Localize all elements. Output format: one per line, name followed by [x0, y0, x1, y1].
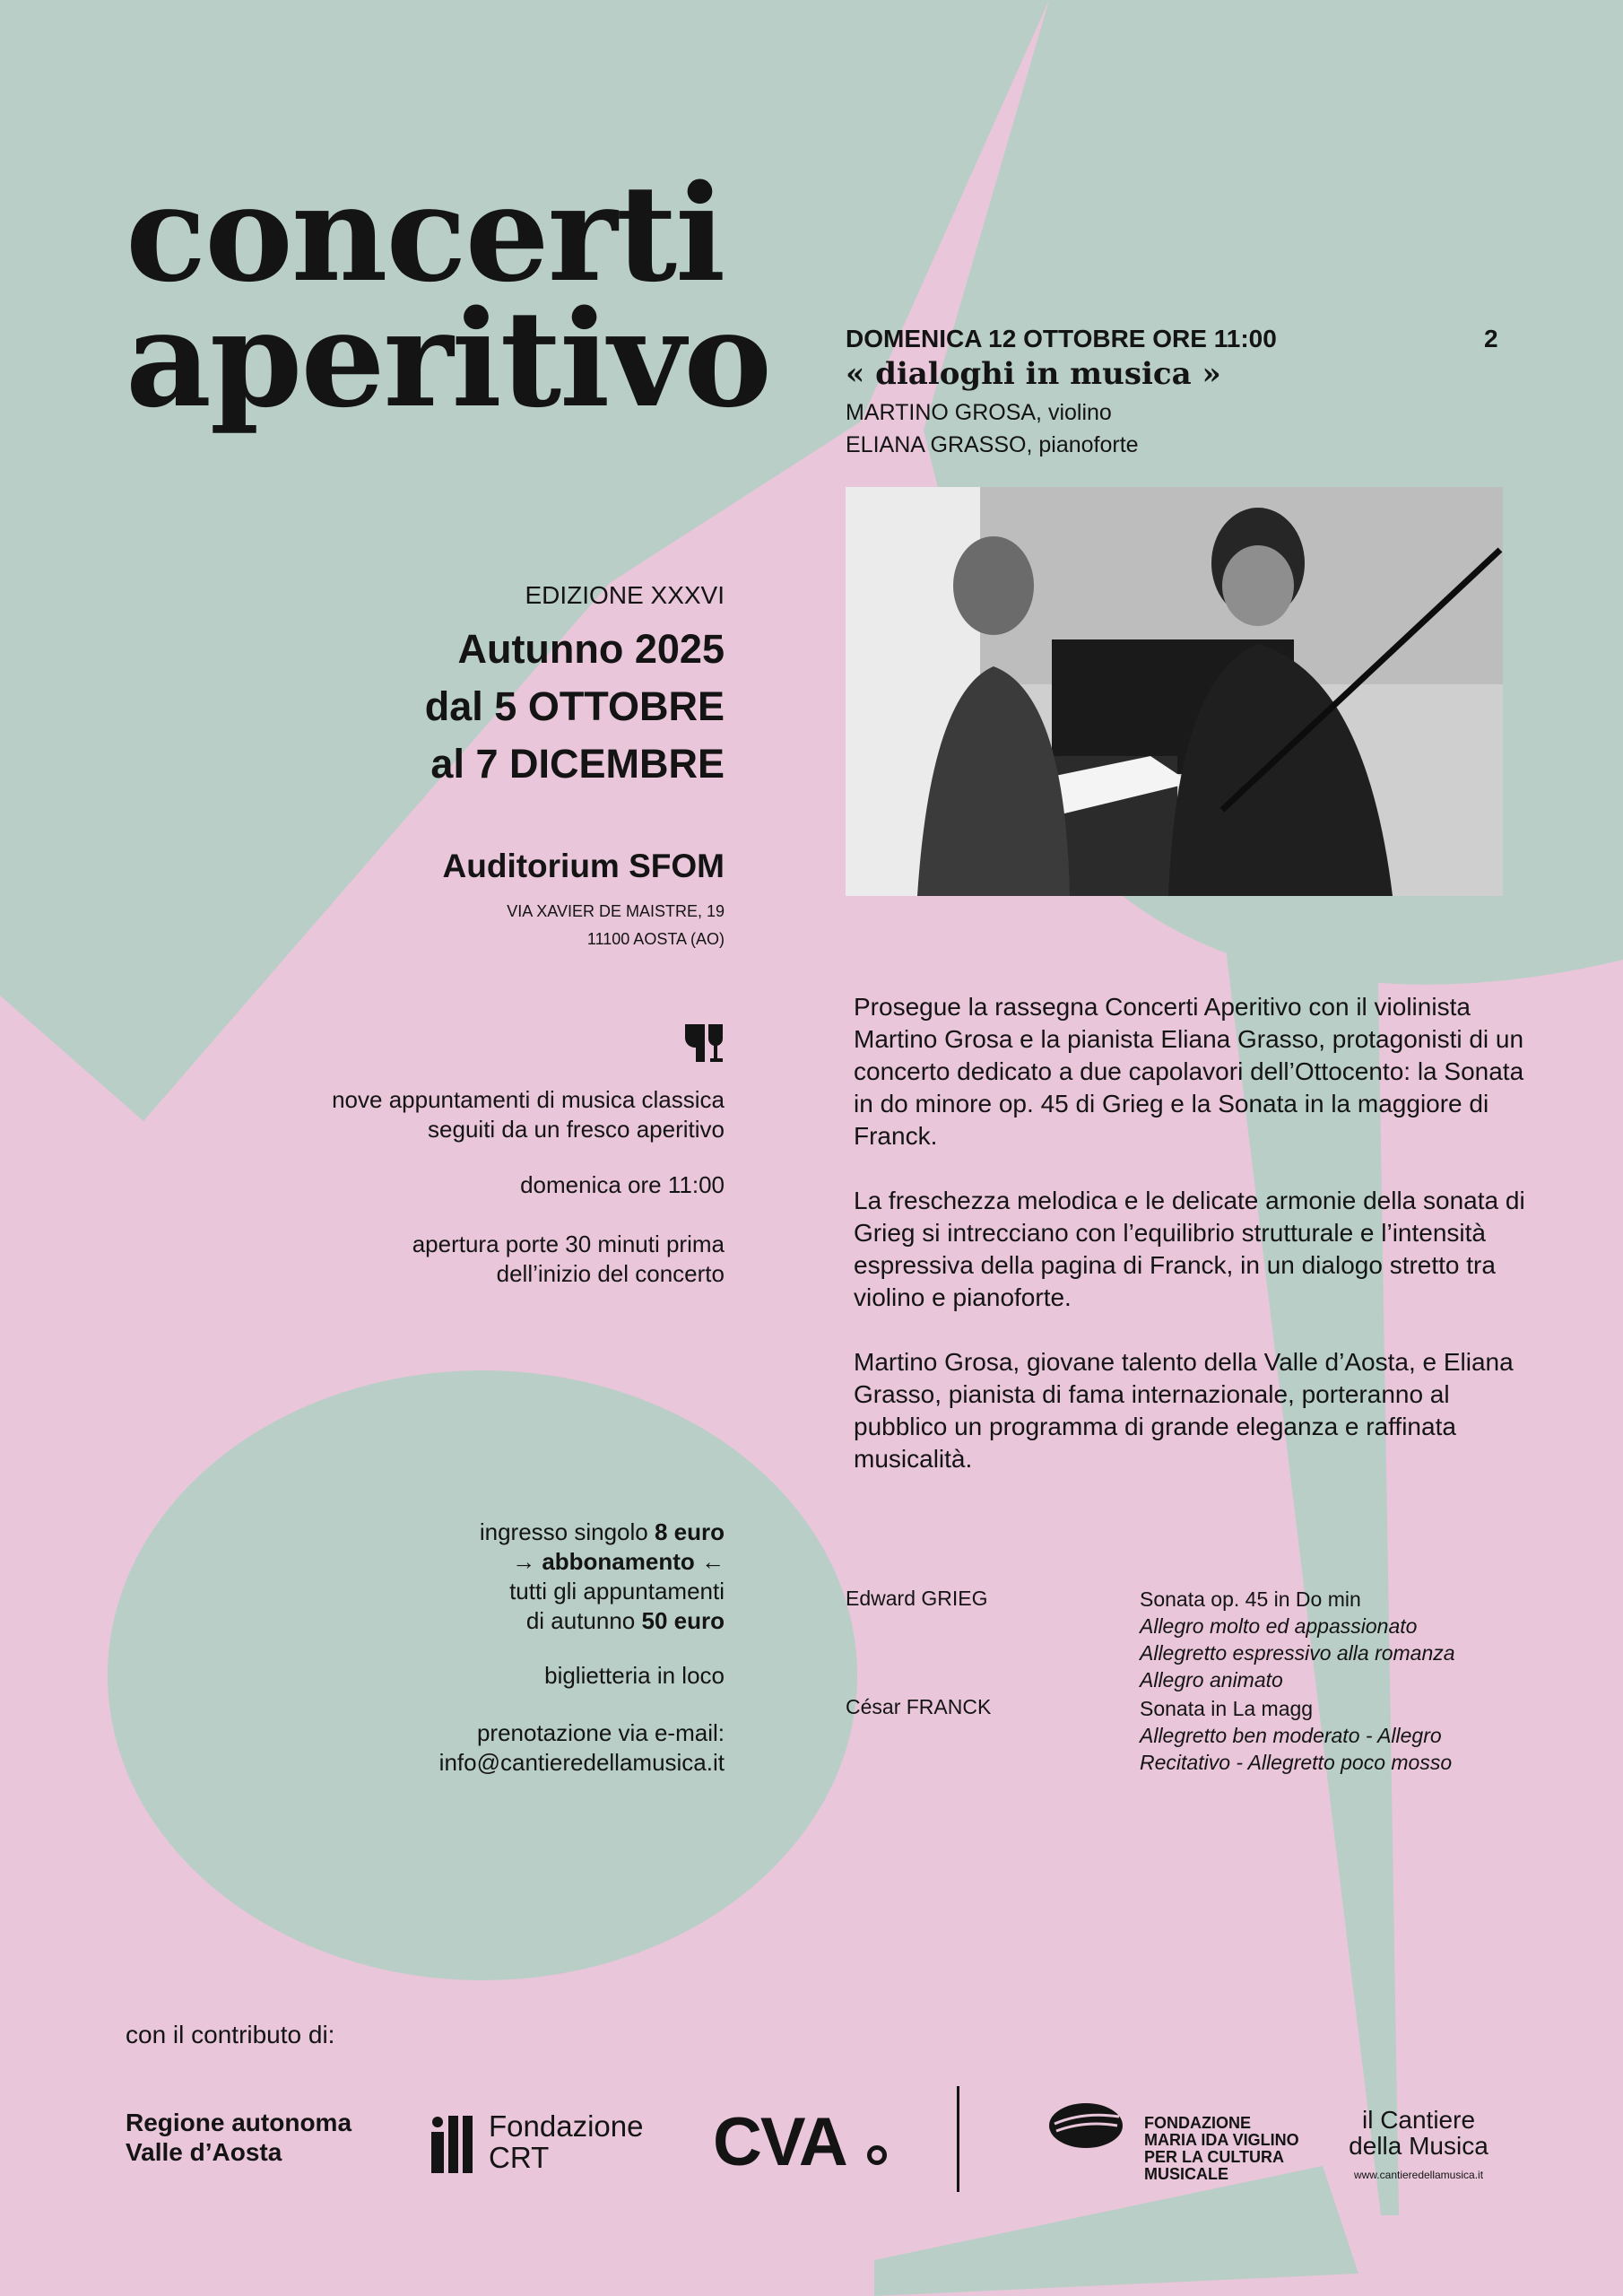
season-line-1: Autunno 2025 [457, 626, 725, 672]
cantiere-della-musica-logo: il Cantiere della Musica [1349, 2106, 1488, 2160]
performers-photo [846, 487, 1503, 896]
pricing-block [480, 1518, 725, 1636]
program-work-2 [1140, 1695, 1452, 1776]
subscription-price: 50 euro [641, 1607, 725, 1634]
program-work-title: Sonata op. 45 in Do min [1140, 1587, 1361, 1611]
address-line-1: VIA XAVIER DE MAISTRE, 19 [507, 902, 725, 920]
cva-dot-icon [867, 2145, 887, 2165]
venue-address [507, 898, 725, 953]
series-description [332, 1085, 725, 1144]
description-paragraph-3: Martino Grosa, giovane talento della Valle d’Aosta, e Eliana Grasso, pianista di fama internazionale, porteranno al pubblico un programma di grande eleganza e raffinata musicalità. [854, 1348, 1514, 1473]
ticket-office-text: biglietteria in loco [544, 1662, 725, 1689]
booking-email[interactable]: info@cantieredellamusica.it [438, 1749, 725, 1776]
fondazione-viglino-logo: FONDAZIONE MARIA IDA VIGLINO PER LA CULTURA MUSICALE [1144, 2114, 1299, 2183]
program-movement: Allegro molto ed appassionato [1140, 1614, 1418, 1638]
program-movement: Allegretto espressivo alla romanza [1140, 1641, 1455, 1665]
fondazione-crt-logo: Fondazione CRT [489, 2109, 644, 2174]
title-line-2: aperitivo [126, 281, 771, 437]
cva-logo: CVA [713, 2104, 846, 2180]
schedule-text: domenica ore 11:00 [520, 1171, 725, 1198]
subscription-desc-1: tutti gli appuntamenti [509, 1578, 725, 1605]
cantiere-url[interactable]: www.cantieredellamusica.it [1353, 2169, 1484, 2181]
logo-divider [957, 2086, 959, 2192]
address-line-2: 11100 AOSTA (AO) [586, 930, 725, 948]
single-price: 8 euro [654, 1518, 725, 1545]
fondazione-crt-icon [426, 2114, 480, 2175]
venue-name: Auditorium SFOM [442, 848, 725, 884]
program-movement: Allegretto ben moderato - Allegro [1140, 1724, 1442, 1747]
program-movement: Recitativo - Allegretto poco mosso [1140, 1751, 1453, 1774]
booking-info [439, 1718, 725, 1778]
season-line-3: al 7 DICEMBRE [430, 741, 725, 787]
description-paragraph-2: La freschezza melodica e le delicate armonie della sonata di Grieg si intrecciano con l’equilibrio strutturale e l’intensità espressiva della pagina di Franck, in un dialogo stretto tra violino e pianoforte. [854, 1187, 1525, 1311]
performer-1: MARTINO GROSA, violino [846, 400, 1112, 425]
sponsors-label: con il contributo di: [126, 2021, 335, 2048]
program-work-title: Sonata in La magg [1140, 1697, 1314, 1720]
viglino-foundation-icon [1047, 2100, 1124, 2151]
event-title: « dialoghi in musica » [846, 356, 1221, 392]
event-date: DOMENICA 12 OTTOBRE ORE 11:00 [846, 325, 1277, 352]
page-title [126, 155, 771, 437]
performer-2: ELIANA GRASSO, pianoforte [846, 432, 1139, 457]
season-dates [425, 621, 725, 793]
info-line-1: nove appuntamenti di musica classica [332, 1086, 725, 1113]
single-ticket-line [480, 1518, 725, 1547]
program-work-1 [1140, 1586, 1455, 1693]
single-label: ingresso singolo [479, 1518, 655, 1545]
doors-text [412, 1230, 725, 1289]
doors-line-1: apertura porte 30 minuti prima [412, 1231, 725, 1257]
doors-line-2: dell’inizio del concerto [496, 1260, 725, 1287]
subscription-label: → abbonamento ← [512, 1548, 725, 1575]
edition-label: EDIZIONE XXXVI [525, 581, 725, 609]
season-line-2: dal 5 OTTOBRE [424, 683, 725, 729]
info-line-2: seguiti da un fresco aperitivo [428, 1116, 725, 1143]
glass-note-icon [683, 1022, 725, 1064]
program-composer-2: César FRANCK [846, 1695, 992, 1718]
event-number: 2 [1484, 325, 1498, 352]
booking-label: prenotazione via e-mail: [476, 1719, 725, 1746]
program-movement: Allegro animato [1140, 1668, 1283, 1692]
performers [846, 396, 1139, 461]
description-paragraph-1: Prosegue la rassegna Concerti Aperitivo con il violinista Martino Grosa e la pianista Eliana Grasso, protagonisti di un concerto dedicato a due capolavori dell’Ottocento: la Sonata in do minore op. 45 di Grieg e la Sonata in la maggiore di Franck. [854, 993, 1524, 1150]
concert-description [854, 991, 1535, 1508]
program-composer-1: Edward GRIEG [846, 1587, 988, 1610]
title-line-1: concerti [126, 155, 725, 311]
subscription-desc-2: di autunno 50 euro [525, 1607, 725, 1634]
regione-valle-daosta-logo: Regione autonoma Valle d’Aosta [126, 2109, 352, 2166]
